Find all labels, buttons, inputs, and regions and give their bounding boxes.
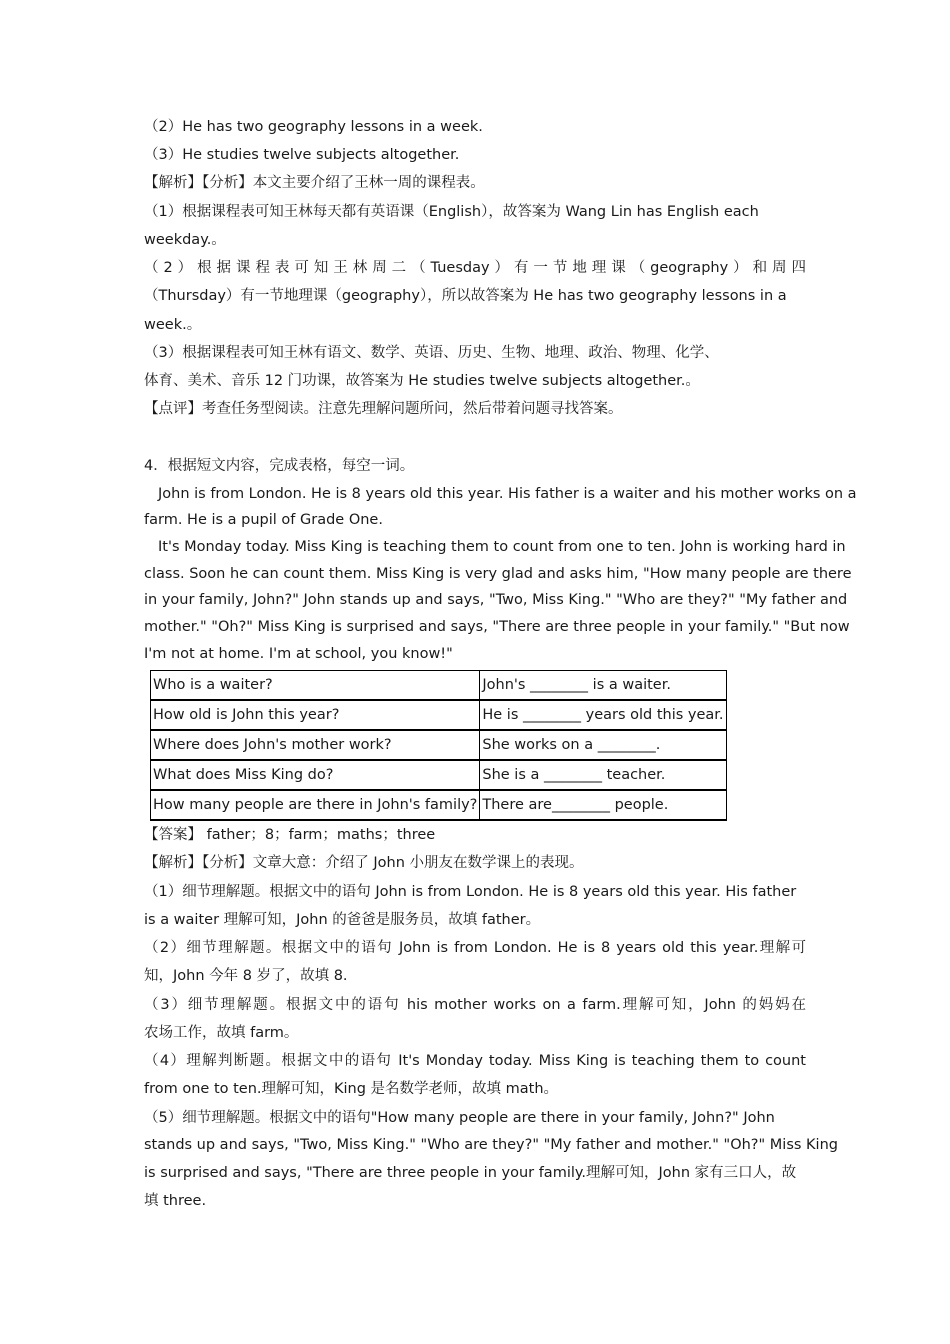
table-question: What does Miss King do? [151, 760, 480, 790]
analysis-heading: 【解析】【分析】文章大意：介绍了 John 小朋友在数学课上的表现。 [144, 855, 584, 871]
table-answer-blank: John's ________ is a waiter. [480, 671, 726, 701]
analysis-line: stands up and says, "Two, Miss King." "Who are they?" "My father and mother." "Oh?" Miss King [144, 1137, 838, 1153]
table-row [151, 790, 727, 820]
passage-line: class. Soon he can count them. Miss King is very glad and asks him, "How many people are there [144, 566, 852, 582]
passage-line: I'm not at home. I'm at school, you know!" [144, 646, 453, 662]
question-table [150, 670, 727, 821]
analysis-line: week.。 [144, 317, 202, 333]
analysis-line: （3）细节理解题。根据文中的语句 his mother works on a farm.理解可知，John 的妈妈在 [144, 997, 806, 1013]
table-answer-blank: He is ________ years old this year. [480, 700, 726, 730]
passage-line: in your family, John?" John stands up and says, "Two, Miss King." "Who are they?" "My father and [144, 592, 848, 608]
analysis-line: （1）细节理解题。根据文中的语句 John is from London. He is 8 years old this year. His father [144, 884, 797, 900]
analysis-line: （2）根据课程表可知王林周二（Tuesday）有一节地理课（geography）和周四 [144, 260, 806, 276]
analysis-line: is a waiter 理解可知，John 的爸爸是服务员，故填 father。 [144, 912, 541, 928]
answer-line-2: （2）He has two geography lessons in a week. [144, 119, 483, 135]
table-row [151, 760, 727, 790]
analysis-line: is surprised and says, "There are three people in your family.理解可知，John 家有三口人，故 [144, 1165, 797, 1181]
passage-line: John is from London. He is 8 years old this year. His father is a waiter and his mother works on a [158, 486, 857, 502]
table-row [151, 671, 727, 701]
analysis-line: weekday.。 [144, 232, 226, 248]
passage-line: farm. He is a pupil of Grade One. [144, 512, 383, 528]
passage-line: It's Monday today. Miss King is teaching them to count from one to ten. John is working hard in [158, 539, 846, 555]
table-answer-blank: She works on a ________. [480, 730, 726, 760]
table-row [151, 700, 727, 730]
passage-line: mother." "Oh?" Miss King is surprised and says, "There are three people in your family." "But now [144, 619, 850, 635]
table-answer-blank: There are________ people. [480, 790, 726, 820]
analysis-line: （1）根据课程表可知王林每天都有英语课（English），故答案为 Wang Lin has English each [144, 204, 759, 220]
analysis-line: 填 three. [144, 1193, 207, 1209]
table-question: Who is a waiter? [151, 671, 480, 701]
analysis-line: 知，John 今年 8 岁了，故填 8. [144, 968, 348, 984]
table-row [151, 730, 727, 760]
question-title: 4．根据短文内容，完成表格，每空一词。 [144, 458, 415, 474]
analysis-heading: 【解析】【分析】本文主要介绍了王林一周的课程表。 [144, 175, 485, 191]
analysis-line: （Thursday）有一节地理课（geography），所以故答案为 He has two geography lessons in a [144, 288, 787, 304]
analysis-line: （2）细节理解题。根据文中的语句 John is from London. He is 8 years old this year.理解可 [144, 940, 806, 956]
analysis-line: 体育、美术、音乐 12 门功课，故答案为 He studies twelve subjects altogether.。 [144, 373, 700, 389]
answer-line-3: （3）He studies twelve subjects altogether. [144, 147, 460, 163]
analysis-line: from one to ten.理解可知，King 是名数学老师，故填 math。 [144, 1081, 559, 1097]
analysis-line: （5）细节理解题。根据文中的语句"How many people are there in your family, John?" John [144, 1110, 775, 1126]
table-answer-blank: She is a ________ teacher. [480, 760, 726, 790]
analysis-line: 农场工作，故填 farm。 [144, 1025, 299, 1041]
table-question: How old is John this year? [151, 700, 480, 730]
answer-key: 【答案】 father；8；farm；maths；three [144, 827, 436, 843]
table-question: How many people are there in John's family? [151, 790, 480, 820]
analysis-line: （4）理解判断题。根据文中的语句 It's Monday today. Miss King is teaching them to count [144, 1053, 806, 1069]
table-question: Where does John's mother work? [151, 730, 480, 760]
comment-line: 【点评】考查任务型阅读。注意先理解问题所问，然后带着问题寻找答案。 [144, 401, 623, 417]
analysis-line: （3）根据课程表可知王林有语文、数学、英语、历史、生物、地理、政治、物理、化学、 [144, 345, 719, 361]
